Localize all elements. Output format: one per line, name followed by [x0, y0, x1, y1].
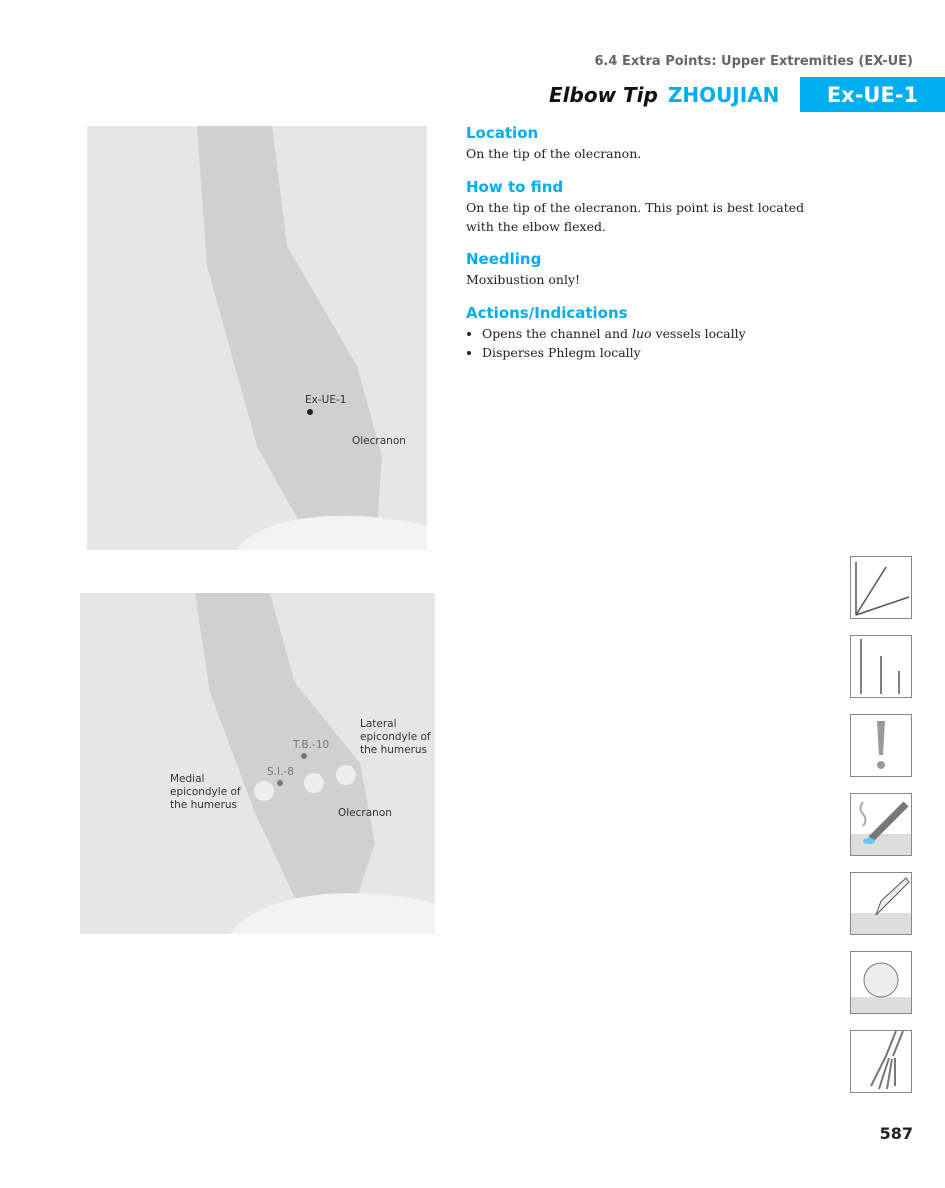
- needle-angles-icon: [850, 556, 912, 619]
- needle-depth-icon: [850, 635, 912, 698]
- photo-elbow-landmarks: [80, 593, 435, 934]
- hand-skeleton-icon: [850, 1030, 912, 1093]
- arm-illustration: [80, 593, 435, 934]
- caution-icon: [850, 714, 912, 777]
- label-ex-ue-1: Ex-UE-1: [305, 394, 347, 406]
- label-lateral-epicondyle: Lateral epicondyle of the humerus: [360, 718, 431, 756]
- label-si-8: S.I.-8: [267, 766, 294, 778]
- moxibustion-icon: [850, 793, 912, 856]
- point-title: [549, 83, 779, 107]
- acupoint-marker: [307, 409, 313, 415]
- cupping-icon: [850, 951, 912, 1014]
- action-item: • Disperses Phlegm locally: [482, 343, 836, 362]
- label-olecranon: Olecranon: [352, 435, 406, 447]
- photo-elbow-posterior: [87, 126, 427, 550]
- needling-text: Moxibustion only!: [466, 272, 581, 287]
- actions-list: [466, 324, 836, 362]
- page-number: 587: [879, 1124, 913, 1143]
- needling-heading: Needling: [466, 250, 542, 268]
- label-medial-epicondyle: Medial epicondyle of the humerus: [170, 773, 241, 811]
- location-text: On the tip of the olecranon.: [466, 146, 642, 161]
- label-olecranon: Olecranon: [338, 807, 392, 819]
- location-heading: Location: [466, 124, 539, 142]
- action-item: • Opens the channel and luo vessels locally: [482, 324, 836, 343]
- point-code-badge: Ex-UE-1: [800, 77, 945, 112]
- actions-heading: Actions/Indications: [466, 304, 628, 322]
- how-to-find-heading: How to find: [466, 178, 564, 196]
- how-to-find-text: On the tip of the olecranon. This point is best located with the elbow flexed.: [466, 200, 805, 234]
- section-header: 6.4 Extra Points: Upper Extremities (EX-UE): [594, 54, 913, 69]
- label-tb-10: T.B.-10: [293, 739, 330, 751]
- bleeding-lancet-icon: [850, 872, 912, 935]
- title-english: Elbow Tip: [549, 83, 658, 107]
- title-chinese: ZHOUJIAN: [667, 83, 780, 107]
- arm-illustration: [87, 126, 427, 550]
